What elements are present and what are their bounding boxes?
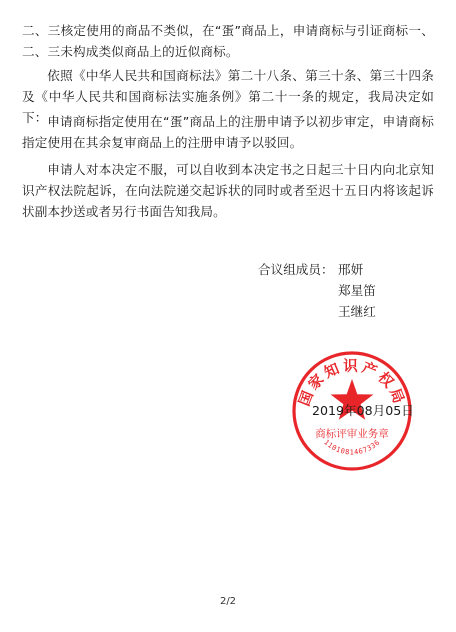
paragraph-appeal-notice: 申请人对本决定不服，可以自收到本决定书之日起三十日内向北京知识产权法院起诉，在向法院递交起诉状的同时或者至迟十五日内将该起诉状副本抄送或者另行书面告知我局。: [22, 162, 434, 219]
panel-members-label: 合议组成员：: [258, 262, 334, 277]
page-number: 2/2: [219, 596, 237, 607]
paragraph-decision: 申请商标指定使用在“蛋”商品上的注册申请予以初步审定，申请商标指定使用在其余复审商品上的注册申请予以驳回。: [22, 114, 434, 150]
panel-members: [258, 259, 376, 322]
seal-top-text: 国家知识产权局: [296, 359, 408, 409]
seal-code: 1101081467336: [322, 438, 382, 457]
decision-date: 2019年08月05日: [312, 403, 414, 418]
panel-member-name: 郑星笛: [338, 283, 376, 298]
seal-bottom-text: 商标评审业务章: [315, 428, 389, 440]
panel-member-name: 邢妍: [338, 262, 364, 277]
paragraph-conclusion-part: 二、三核定使用的商品不类似，在“蛋”商品上，申请商标与引证商标一、二、三未构成类似商品上的近似商标。: [22, 23, 434, 59]
panel-member-name: 王继红: [338, 304, 376, 319]
paragraph-legal-basis: 依照《中华人民共和国商标法》第二十八条、第三十条、第三十四条及《中华人民共和国商标法实施条例》第二十一条的规定，我局决定如下：: [22, 68, 434, 125]
